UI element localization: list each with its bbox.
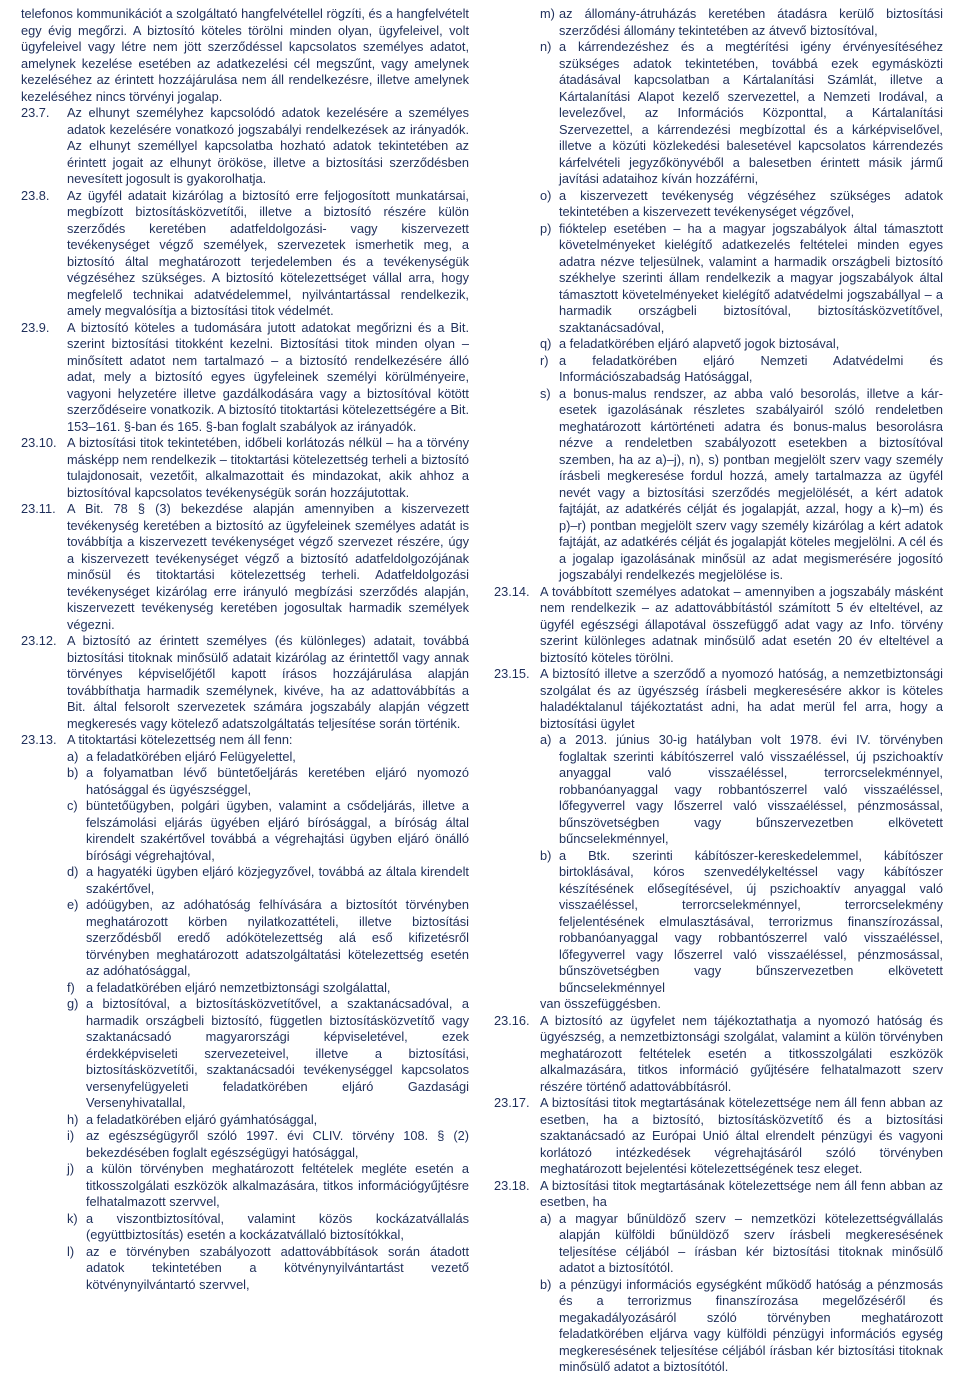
list-label: a) <box>540 732 552 747</box>
list-item <box>67 980 469 997</box>
list-label: b) <box>540 847 552 863</box>
list-label: o) <box>540 187 552 203</box>
section-23-11 <box>21 501 469 633</box>
list-text: a hagyatéki ügyben eljáró közjegyzővel, továbbá az általa kirendelt szakértővel, <box>86 864 469 896</box>
list-label: b) <box>67 765 79 780</box>
section-number: 23.14. <box>494 583 530 599</box>
list-label: g) <box>67 996 79 1011</box>
list-item <box>540 353 943 386</box>
section-23-17 <box>494 1095 943 1178</box>
list-label: p) <box>540 220 552 236</box>
list-text: az e törvényben szabályozott adattovábbítások során átadott adatok tekintetében a kötvénynyilvántartást vezető kötvénynyilvántartó szervvel, <box>86 1243 469 1292</box>
list-text: a feladatkörében eljáró alapvető jogok biztosával, <box>559 336 840 351</box>
list-text: a pénzügyi információs egységként működő hatóság a pénzmosás és a terrorizmus finanszírozása megelőzéséről és megakadályozásáról szóló törvényben meghatározott feladatkörében eljárva vagy külföldi pénzügyi információs egység megkeresésének teljesítése céljából írásban kér biztosítási titoknak minősülő adatot a biztosítótól. <box>559 1276 943 1374</box>
list-item <box>67 1128 469 1161</box>
section-number: 23.9. <box>21 319 50 335</box>
section-text: A biztosító az ügyfelet nem tájékoztathatja a nyomozó hatóság és ügyészség, a nemzetbiztonsági szolgálat, valamint a külön törvényben meghatározott feltételek esetén a titkosszolgálati eszközök alkalmazására, titkos információ gyűjtésére felhatalmazott szerv részére történő adattovábbításról. <box>540 1012 943 1094</box>
section-text: A biztosítási titok megtartásának kötelezettsége nem áll fenn abban az esetben, ha a biztosító, biztosításközvetítő és a biztosítási szaktanácsadó az Európai Unió által elrendelt pénzügyi és vagyoni korlátozó intézkedések végrehajtásáról szóló törvényben meghatározott bejelentési kötelezettségének tesz eleget. <box>540 1095 943 1176</box>
list-text: a feladatkörében eljáró Felügyelettel, <box>86 748 296 764</box>
section-number: 23.15. <box>494 666 530 681</box>
list-text: a kárrendezéshez és a megtérítési igény érvényesítéséhez szükséges adatok tekintetében, továbbá ezek egymásközti átadásával kapcsolatban a Kártalanítási Számlát, illetve a Kártalanítási Alapot kezelő szervezettel, a Nemzeti Irodával, a levelezővel, az Információs Központtal, a Kártalanítási Szervezettel, a kárrendezési megbízottal és a kárképviselővel, illetve a közúti közlekedési balesetével kapcsolatos kárrendezés kárfelvételi jegyzőkönyvéből a balesetben érintett másik jármű javítási adataihoz kíván hozzáférni, <box>559 39 943 186</box>
list-text: a magyar bűnüldöző szerv – nemzetközi kötelezettségvállalás alapján külföldi bűnüldöző szerv írásbeli megkeresésének teljesítése céljából – írásban kér biztosítási titoknak minősülő adatot a biztosítótól. <box>559 1210 943 1275</box>
list-label: k) <box>67 1210 78 1226</box>
list-text: az egészségügyről szóló 1997. évi CLIV. törvény 108. § (2) bekezdésében foglalt egészségügyi hatósággal, <box>86 1128 469 1160</box>
section-text: A biztosítási titok tekintetében, időbeli korlátozás nélkül – ha a törvény másképp nem rendelkezik – titoktartási kötelezettség terheli a biztosító tulajdonosait, vezetőit, alkalmazottait és mindazokat, akik ahhoz a biztosítóval kapcsolatos tevékenységük során hozzájutottak. <box>67 435 469 500</box>
section-text: A biztosító köteles a tudomására jutott adatokat megőrizni és a Bit. szerint biztosítási titokként kezelni. Biztosítási titok minden olyan – minősített adatot nem tartalmazó – a biztosító rendelkezésére álló adat, mely a biztosító egyes ügyfeleinek személyi körülményeire, vagyoni helyzetére illetve gazdálkodására vagy a biztosítóval kötött szerződéseire vonatkozik. A biztosító titoktartási kötelezettségére a Bit. 153–161. §-ban és 165. §-ban foglalt szabályok az irányadók. <box>67 319 469 434</box>
list-item <box>540 1211 943 1277</box>
section-23-8 <box>21 188 469 320</box>
list-item <box>540 732 943 848</box>
list-item <box>540 848 943 997</box>
list-text: a folyamatban lévő büntetőeljárás keretében eljáró nyomozó hatósággal és ügyészséggel, <box>86 765 469 797</box>
list-item <box>67 1161 469 1211</box>
list-text: a kiszervezett tevékenység végzéséhez szükséges adatok tekintetében a kiszervezett tevékenységet végzővel, <box>559 187 943 219</box>
list-label: m) <box>540 6 555 21</box>
section-text: A biztosító az érintett személyes (és különleges) adatait, továbbá biztosítási titoknak minősülő adatait kizárólag az érintettől vagy annak törvényes képviselőjétől kapott írásos hozzájárulása alapján továbbíthatja harmadik személynek, kivéve, ha az adattovábbítás a Bit. által felsorolt szervezetek számára jogszabály alapján végzett megkeresés vagy kötelező adatszolgáltatás teljesítése során történik. <box>67 633 469 731</box>
list-label: b) <box>540 1276 552 1292</box>
list-item <box>67 996 469 1112</box>
section-text: A titoktartási kötelezettség nem áll fenn: <box>67 732 293 747</box>
section-number: 23.8. <box>21 187 50 203</box>
list-text: a biztosítóval, a biztosításközvetítővel, a szaktanácsadóval, a harmadik országbeli biztosító, független biztosításközvetítő vagy szaktanácsadó magyarországi képviseletével, ezek érdekképviseleti szervezeteivel, illetve a biztosítási, biztosításközvetítői, szaktanácsadói tevékenységgel kapcsolatos versenyfelügyeleti feladatkörében eljáró Gazdasági Versenyhivatallal, <box>86 996 469 1110</box>
section-number: 23.18. <box>494 1177 530 1193</box>
list-label: a) <box>67 748 79 764</box>
list-item <box>67 1112 469 1129</box>
list-label: r) <box>540 352 549 368</box>
list-label: i) <box>67 1128 75 1143</box>
list-label: s) <box>540 385 551 401</box>
section-number: 23.7. <box>21 105 50 120</box>
section-text: A biztosító illetve a szerződő a nyomozó hatóság, a nemzetbiztonsági szolgálat és az ügyészség írásbeli megkeresésére akkor is köteles haladéktalanul tájékoztatást adni, ha adat merül fel arra, hogy a biztosítási ügylet <box>540 666 943 731</box>
section-23-12 <box>21 633 469 732</box>
list-item <box>67 749 469 766</box>
list-item <box>540 336 943 353</box>
list-item <box>67 765 469 798</box>
section-number: 23.16. <box>494 1012 530 1028</box>
intro-paragraph: telefonos kommunikációt a szolgáltató hangfelvétellel rögzíti, és a hangfelvételt egy évig megőrzi. A biztosító köteles törölni minden olyan, ügyfeleivel, volt ügyfeleivel vagy létre nem jött szerződéssel kapcsolatos személyes adatot, amelynek kezelése esetében az adatkezelési cél megszűnt, vagy amelynek kezeléséhez az érintett hozzájárulása nem áll rendelkezésre, illetve amelynek kezeléséhez nincs törvényi jogalap. <box>21 6 469 104</box>
list-item <box>67 798 469 864</box>
list-item <box>67 1211 469 1244</box>
section-23-16 <box>494 1013 943 1096</box>
list-text: a Btk. szerinti kábítószer-kereskedelemmel, kábítószer birtoklásával, kóros szenvedélykeltéssel vagy kábítószer készítésének elősegítésével, új pszichoaktív anyaggal való visszaéléssel, terrorcselekménnyel, terrorcselekmény feljelentésének elmulasztásával, terrorizmus finanszírozással, robbanóanyaggal vagy robbantószerrel való visszaéléssel, lőfegyverrel vagy lőszerrel való visszaéléssel, pénzmosással, bűnszövetségben vagy bűnszervezetben elkövetett bűncselekménnyel <box>559 847 943 995</box>
list-label: h) <box>67 1111 79 1127</box>
list-text: a feladatkörében eljáró Nemzeti Adatvédelmi és Információszabadság Hatósággal, <box>559 352 943 384</box>
list-label: q) <box>540 336 552 351</box>
list-text: adóügyben, az adóhatóság felhívására a biztosítót törvényben meghatározott körben nyilatkozattételi, illetve biztosítási szerződésből eredő adókötelezettség alá eső kifizetésről törvényben meghatározott adatszolgáltatási kötelezettség esetén az adóhatósággal, <box>86 897 469 978</box>
section-number: 23.10. <box>21 435 57 450</box>
section-number: 23.13. <box>21 732 57 747</box>
list-text: fióktelep esetében – ha a magyar jogszabályok által támasztott követelményeket kielégítő adatkezelés feltételei minden egyes adatra nézve teljesülnek, valamint a harmadik országbeli biztosító székhelye szerinti állam rendelkezik a magyar jogszabályok által támasztott követelményeket kielégítő adatvédelmi jogszabállyal – a harmadik országbeli biztosítóval, biztosításközvetítővel, szaktanácsadóval, <box>559 220 943 335</box>
section-23-13-continued <box>494 6 943 584</box>
list-label: l) <box>67 1243 75 1259</box>
list-text: a bonus-malus rendszer, az abba való besorolás, illetve a kár-esetek igazolásának részletes szabályairól szóló rendeletben meghatározott kártörténeti adatra és bonus-malus besorolásra nézve a rendeletben szabályozott esetekben a biztosítóval szemben, ha az a)–j), n), s) pontban megjelölt szerv vagy személy írásbeli megkeresése fordul hozzá, amely tartalmazza az ügyfél nevét vagy a biztosítási szerződés megjelölését, a kért adatok fajtáját, az adatkérés célját és jogalapját, azzal, hogy a k)–m) és p)–r) pontban megjelölt szerv vagy személy kizárólag a kért adatok fajtáját, az adatkérés célját és jogalapját köteles megjelölni. A cél és a jogalap igazolásának minősül az adat megismerésére jogosító jogszabályi rendelkezés megjelölése is. <box>559 385 943 582</box>
section-text: Az elhunyt személyhez kapcsolódó adatok kezelésére a személyes adatok kezelésére vonatkozó jogszabályi rendelkezések az irányadók. Az elhunyt személlyel kapcsolatba hozható adatok tekintetében az érintett jogait az elhunyt örököse, illetve a biztosítási szerződésben nevesített jogosult is gyakorolhatja. <box>67 105 469 186</box>
list-text: a feladatkörében eljáró nemzetbiztonsági szolgálattal, <box>86 979 391 995</box>
list-label: a) <box>540 1210 552 1226</box>
section-text: Az ügyfél adatait kizárólag a biztosító erre feljogosított munkatársai, megbízott biztosításközvetítői, illetve a biztosító részére külön szerződés keretében adatfeldolgozási- vagy kiszervezett tevékenységet végző személyek, szervezetek ismerhetik meg, a biztosító által meghatározott terjedelemben és a tevékenységük végzéséhez szükséges. A biztosító kötelezettséget vállal arra, hogy megfelelő technikai adatvédelemmel, nyilvántartással rendelkezik, amely megvalósítja a biztosítási titok védelmét. <box>67 187 469 318</box>
list-text: büntetőügyben, polgári ügyben, valamint a csődeljárás, illetve a felszámolási eljárás ügyében eljáró bírósággal, a bíróság által kirendelt szakértővel továbbá a végrehajtási ügyben eljáró önálló bírósági végrehajtóval, <box>86 798 469 863</box>
section-23-18 <box>494 1178 943 1376</box>
list-item <box>540 188 943 221</box>
section-text: A biztosítási titok megtartásának kötelezettsége nem áll fenn abban az esetben, ha <box>540 1177 943 1209</box>
list-label: c) <box>67 798 78 813</box>
list-label: f) <box>67 979 75 995</box>
list-label: e) <box>67 897 79 912</box>
section-23-14 <box>494 584 943 667</box>
list-item <box>540 39 943 188</box>
list-label: d) <box>67 864 79 879</box>
list-label: j) <box>67 1161 75 1176</box>
right-column <box>494 6 943 1376</box>
list-label: n) <box>540 39 552 54</box>
section-number: 23.17. <box>494 1095 530 1110</box>
section-23-9 <box>21 320 469 436</box>
list-item <box>540 386 943 584</box>
section-tail-text: van összefüggésben. <box>540 996 661 1011</box>
section-23-13 <box>21 732 469 1293</box>
section-text: A továbbított személyes adatokat – amennyiben a jogszabály másként nem rendelkezik – az adattovábbítástól számított 5 év elteltével, az ügyfél egészségi állapotával összefüggő adat vagy az Info. törvény szerint különleges adatnak minősülő adat esetén 20 év elteltével a biztosító köteles törölni. <box>540 583 943 665</box>
list-item <box>540 1277 943 1376</box>
left-column <box>21 6 469 1293</box>
list-text: a 2013. június 30-ig hatályban volt 1978. évi IV. törvényben foglaltak szerinti kábítószerrel való visszaéléssel, új pszichoaktív anyaggal való visszaéléssel, terrorcselekménnyel, robbanóanyaggal vagy robbantószerrel való visszaéléssel, lőfegyverrel vagy lőszerrel való visszaéléssel, pénzmosással, bűnszövetségben vagy bűnszervezetben elkövetett bűncselekménnyel, <box>559 732 943 846</box>
section-number: 23.11. <box>21 501 56 516</box>
list-text: a viszontbiztosítóval, valamint közös kockázatvállalás (együttbiztosítás) esetén a kockázatvállaló biztosítókkal, <box>86 1210 469 1242</box>
list-item <box>67 864 469 897</box>
list-text: a feladatkörében eljáró gyámhatósággal, <box>86 1111 318 1127</box>
section-text: A Bit. 78 § (3) bekezdése alapján amennyiben a kiszervezett tevékenység keretében a biztosító az ügyfeleinek személyes adatát is továbbítja a kiszervezett tevékenységet végző szervezet részére, úgy a kiszervezett tevékenységet végző a biztosító adatfeldolgozójának minősül és titoktartási kötelezettség terheli. Adatfeldolgozási tevékenységet kizárólag erre irányuló megbízási szerződés alapján, kiszervezett tevékenység keretében jogosultak harmadik személyek végezni. <box>67 501 469 632</box>
list-item <box>67 897 469 980</box>
section-23-15 <box>494 666 943 1013</box>
list-text: az állomány-átruházás keretében átadásra kerülő biztosítási szerződési állomány tekintetében az átvevő biztosítóval, <box>559 6 943 38</box>
list-item <box>540 6 943 39</box>
section-23-7 <box>21 105 469 188</box>
list-text: a külön törvényben meghatározott feltételek megléte esetén a titkosszolgálati eszközök alkalmazására, titkos információgyűjtésre felhatalmazott szervvel, <box>86 1161 469 1209</box>
list-item <box>540 221 943 337</box>
section-number: 23.12. <box>21 633 57 648</box>
list-item <box>67 1244 469 1294</box>
section-23-10 <box>21 435 469 501</box>
